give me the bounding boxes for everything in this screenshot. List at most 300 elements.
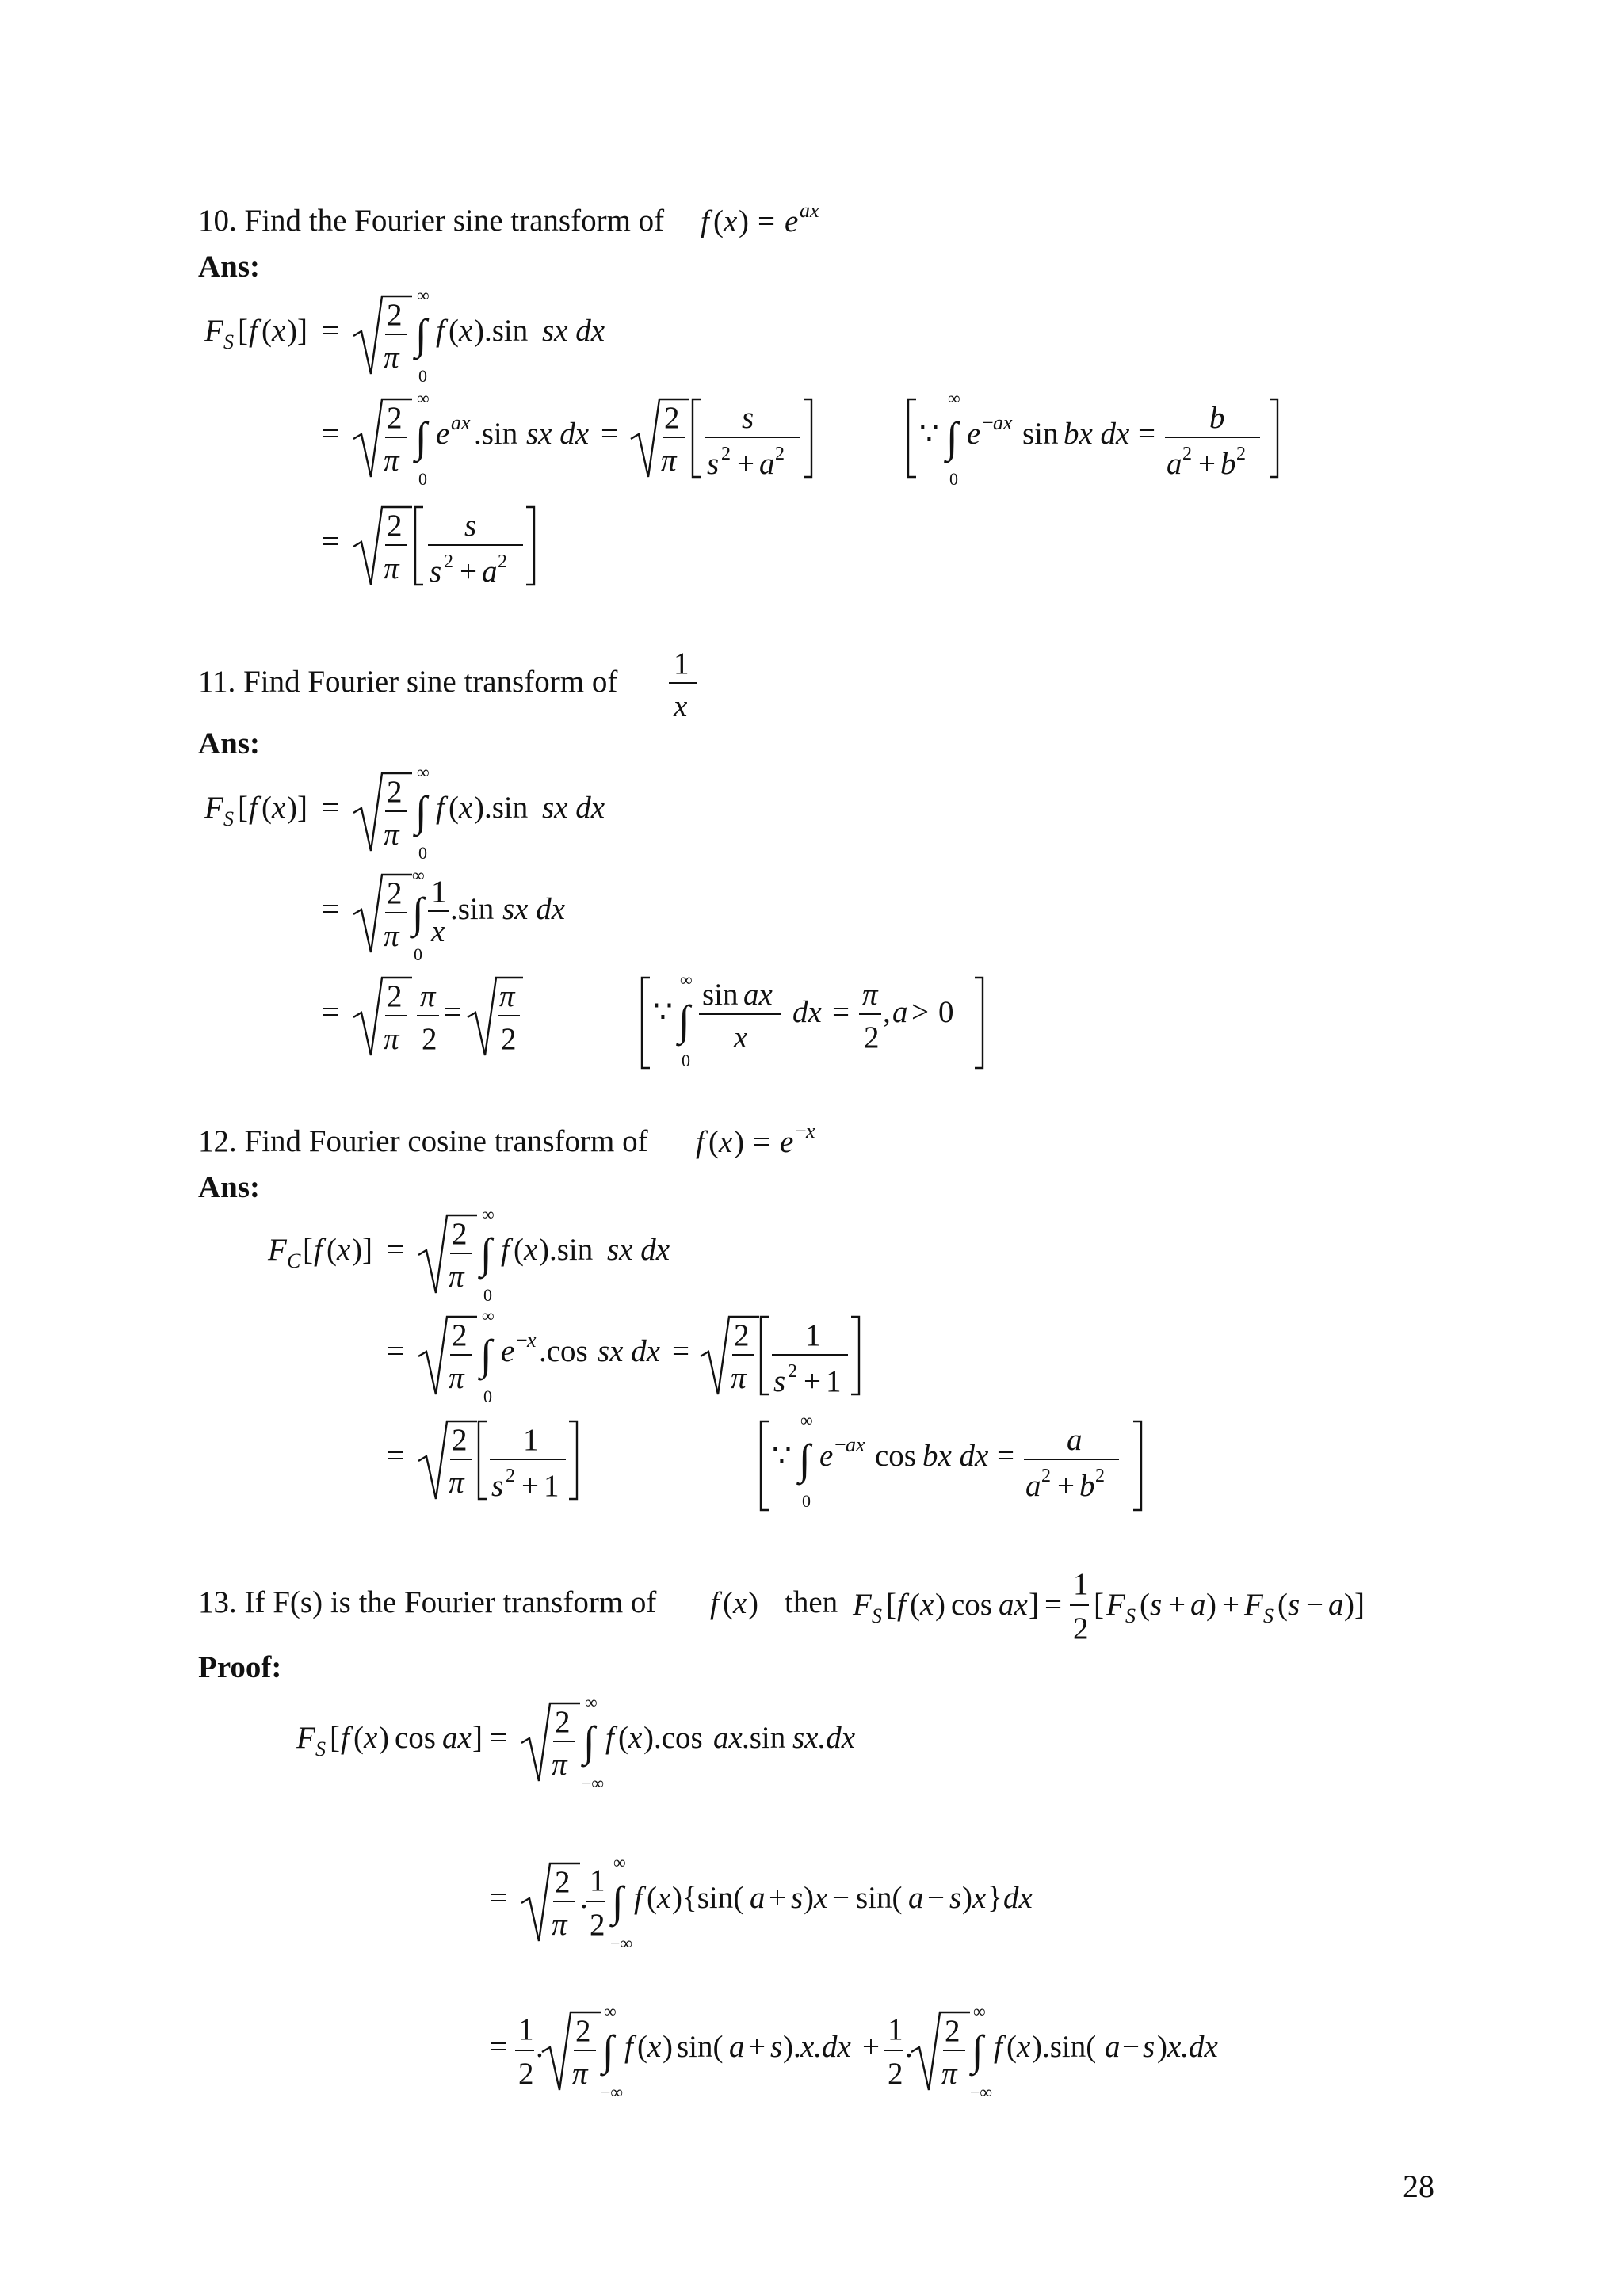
svg-text:F: F	[1106, 1588, 1125, 1622]
svg-text:a: a	[482, 555, 498, 589]
svg-text:π: π	[384, 818, 399, 852]
q10-solution-equations	[198, 285, 1292, 602]
svg-text:2: 2	[422, 1022, 437, 1056]
svg-text:f: f	[624, 2030, 633, 2064]
svg-text:2: 2	[452, 1423, 468, 1457]
svg-text:a: a	[1190, 1588, 1206, 1622]
svg-text:s: s	[464, 509, 477, 543]
svg-text:): )	[739, 204, 749, 238]
svg-text:a: a	[908, 1881, 924, 1915]
svg-text:s: s	[742, 401, 754, 435]
svg-text:){sin(: ){sin(	[672, 1881, 744, 1915]
svg-text:∞: ∞	[482, 1306, 495, 1325]
svg-text:[: [	[1094, 1588, 1104, 1622]
svg-text:−∞: −∞	[610, 1933, 633, 1953]
svg-text:f: f	[710, 1586, 719, 1620]
svg-text:f: f	[994, 2030, 1002, 2064]
svg-text:∫: ∫	[415, 788, 427, 835]
svg-text:): )	[1157, 2030, 1167, 2064]
svg-text:=: =	[322, 995, 339, 1029]
svg-text:0: 0	[418, 366, 427, 386]
svg-text:(: (	[618, 1721, 628, 1755]
svg-text:f: f	[701, 204, 709, 238]
answer-label: Ans:	[198, 1170, 261, 1204]
svg-text:f: f	[605, 1721, 614, 1755]
svg-text:π: π	[420, 979, 436, 1013]
svg-text:f: f	[696, 1125, 705, 1159]
svg-text:a: a	[729, 2030, 745, 2064]
svg-text:(: (	[449, 791, 459, 825]
svg-text:(: (	[262, 791, 272, 825]
svg-text:x: x	[628, 1721, 643, 1755]
svg-text:=: =	[444, 995, 461, 1029]
svg-text:x.dx: x.dx	[1167, 2030, 1218, 2064]
svg-text:1: 1	[805, 1318, 821, 1352]
svg-text:π: π	[661, 444, 677, 478]
svg-text:π: π	[384, 1022, 399, 1056]
svg-text:π: π	[731, 1361, 747, 1395]
q12-function-equation	[693, 1117, 851, 1165]
svg-text:0: 0	[802, 1491, 811, 1511]
svg-text:∫: ∫	[678, 997, 690, 1044]
svg-text:0: 0	[938, 995, 954, 1029]
svg-text:∫: ∫	[415, 414, 427, 461]
svg-text:(: (	[449, 314, 459, 348]
svg-text:2: 2	[945, 2014, 960, 2048]
svg-text:): )	[935, 1588, 945, 1622]
svg-text:∫: ∫	[799, 1436, 811, 1483]
svg-text:(: (	[1277, 1588, 1288, 1622]
svg-text:π: π	[552, 1748, 567, 1782]
svg-text:s: s	[770, 2030, 783, 2064]
svg-text:x: x	[364, 1721, 378, 1755]
svg-text:=: =	[1138, 417, 1155, 451]
svg-text:): )	[748, 1586, 758, 1620]
svg-text:[: [	[238, 314, 248, 348]
svg-text:∵: ∵	[772, 1439, 792, 1473]
svg-text:[: [	[886, 1588, 896, 1622]
svg-text:F: F	[204, 314, 223, 348]
svg-text:]: ]	[1029, 1588, 1039, 1622]
svg-text:x: x	[337, 1233, 351, 1267]
svg-text:∫: ∫	[480, 1230, 492, 1277]
svg-text:.cos: .cos	[539, 1334, 588, 1368]
q11-function-fraction	[666, 640, 713, 727]
svg-text:f: f	[249, 791, 258, 825]
question-number: 11.	[198, 665, 236, 699]
svg-text:.: .	[536, 2030, 544, 2064]
svg-text:−: −	[982, 411, 994, 434]
svg-text:2: 2	[387, 298, 403, 332]
svg-text:0: 0	[949, 469, 958, 489]
svg-text:2: 2	[864, 1020, 880, 1055]
svg-text:}: }	[987, 1881, 1002, 1915]
svg-text:(: (	[708, 1125, 719, 1159]
svg-text:2: 2	[590, 1908, 605, 1942]
svg-text:(: (	[713, 204, 724, 238]
svg-text:+: +	[804, 1364, 821, 1398]
svg-text:bx dx: bx dx	[1064, 417, 1130, 451]
svg-text:a: a	[1167, 447, 1182, 481]
svg-text:a: a	[1067, 1423, 1083, 1457]
svg-text:x: x	[733, 1586, 747, 1620]
q11-solution-equations	[198, 762, 1070, 1079]
question-13	[198, 1585, 656, 1620]
then-word: then	[785, 1585, 838, 1619]
svg-text:π: π	[499, 979, 515, 1013]
svg-text:)]: )]	[352, 1233, 372, 1267]
svg-text:π: π	[449, 1260, 464, 1294]
svg-text:−: −	[516, 1329, 528, 1352]
svg-text:): )	[663, 2030, 673, 2064]
svg-text:2: 2	[555, 1705, 571, 1739]
svg-text:cos: cos	[395, 1721, 436, 1755]
svg-text:s: s	[1150, 1588, 1163, 1622]
svg-text:∞: ∞	[948, 388, 960, 408]
svg-text:b: b	[1209, 401, 1225, 435]
svg-text:=: =	[758, 204, 775, 238]
svg-text:+: +	[1198, 447, 1216, 481]
svg-text:2: 2	[721, 444, 731, 464]
svg-text:x: x	[806, 1119, 815, 1142]
answer-label: Ans:	[198, 250, 261, 284]
svg-text:+: +	[1222, 1588, 1239, 1622]
question-text: Find Fourier cosine transform of	[244, 1124, 648, 1158]
svg-text:sx.dx: sx.dx	[792, 1721, 856, 1755]
svg-text:x: x	[814, 1881, 828, 1915]
svg-text:∵: ∵	[653, 995, 673, 1029]
svg-text:F: F	[204, 791, 223, 825]
svg-text:2: 2	[387, 401, 403, 435]
svg-text:−: −	[1306, 1588, 1323, 1622]
svg-text:(: (	[353, 1721, 364, 1755]
svg-text:π: π	[384, 341, 399, 375]
svg-text:2: 2	[775, 444, 785, 464]
svg-text:[: [	[303, 1233, 313, 1267]
svg-text:C: C	[287, 1249, 301, 1272]
svg-text:).sin(: ).sin(	[1032, 2030, 1097, 2064]
svg-text:x: x	[734, 1020, 748, 1055]
svg-text:0: 0	[483, 1285, 492, 1305]
answer-label: Ans:	[198, 727, 261, 761]
svg-text:f: f	[314, 1233, 323, 1267]
svg-text:e: e	[780, 1125, 794, 1159]
svg-text:π: π	[552, 1908, 567, 1942]
svg-text:−∞: −∞	[582, 1773, 605, 1793]
svg-text:x: x	[674, 689, 688, 723]
question-text: Find the Fourier sine transform of	[244, 204, 665, 238]
svg-text:=: =	[387, 1439, 404, 1473]
svg-text:+: +	[460, 555, 477, 589]
svg-text:π: π	[384, 444, 399, 478]
svg-text:(: (	[514, 1233, 524, 1267]
svg-text:sx dx: sx dx	[502, 892, 566, 926]
svg-text:[: [	[238, 791, 248, 825]
svg-text:).cos: ).cos	[643, 1721, 703, 1755]
svg-text:ax: ax	[442, 1721, 472, 1755]
svg-text:∫: ∫	[972, 2027, 983, 2074]
svg-text:a: a	[1025, 1469, 1041, 1503]
svg-text:e: e	[819, 1439, 834, 1473]
svg-text:sx dx: sx dx	[542, 314, 605, 348]
svg-text:=: =	[387, 1334, 404, 1368]
svg-text:x: x	[657, 1881, 671, 1915]
proof-label: Proof:	[198, 1650, 282, 1684]
q13-function	[705, 1578, 792, 1626]
svg-text:cos: cos	[875, 1439, 916, 1473]
svg-text:x: x	[459, 314, 473, 348]
svg-text:=: =	[832, 995, 850, 1029]
svg-text:S: S	[223, 330, 234, 353]
svg-text:.sin: .sin	[742, 1721, 786, 1755]
svg-text:(: (	[327, 1233, 337, 1267]
svg-text:−∞: −∞	[970, 2082, 993, 2102]
svg-text:f: f	[341, 1721, 349, 1755]
svg-text:.sin: .sin	[450, 892, 495, 926]
svg-text:∞: ∞	[680, 970, 693, 990]
svg-text:2: 2	[501, 1022, 517, 1056]
svg-text:1: 1	[431, 875, 447, 909]
svg-text:1: 1	[544, 1469, 559, 1503]
svg-text:∞: ∞	[482, 1204, 495, 1224]
svg-text:−: −	[1122, 2030, 1140, 2064]
svg-text:2: 2	[664, 401, 680, 435]
svg-text:2: 2	[1041, 1466, 1051, 1486]
svg-text:s: s	[1288, 1588, 1300, 1622]
svg-text:s: s	[491, 1469, 504, 1503]
svg-text:2: 2	[1236, 444, 1246, 464]
svg-text:f: f	[501, 1233, 510, 1267]
svg-text:(: (	[637, 2030, 647, 2064]
svg-text:∞: ∞	[417, 388, 430, 408]
svg-text:sin(: sin(	[856, 1881, 903, 1915]
svg-text:s: s	[949, 1881, 962, 1915]
svg-text:1: 1	[1073, 1567, 1089, 1601]
svg-text:a: a	[1328, 1588, 1344, 1622]
svg-text:e: e	[785, 204, 799, 238]
question-11	[198, 664, 617, 700]
svg-text:−: −	[927, 1881, 945, 1915]
svg-text:2: 2	[1182, 444, 1192, 464]
svg-text:.sin: .sin	[474, 417, 518, 451]
svg-text:x: x	[524, 1233, 538, 1267]
svg-text:=: =	[322, 791, 339, 825]
svg-text:=: =	[997, 1439, 1014, 1473]
q13-statement-equation	[848, 1556, 1419, 1651]
svg-text:∫: ∫	[412, 889, 424, 936]
svg-text:x: x	[527, 1329, 537, 1352]
svg-text:[: [	[330, 1721, 340, 1755]
svg-text:x: x	[1017, 2030, 1031, 2064]
svg-text:,: ,	[883, 995, 891, 1029]
svg-text:=: =	[753, 1125, 770, 1159]
svg-text:∞: ∞	[973, 2001, 986, 2021]
svg-text:>: >	[911, 995, 929, 1029]
svg-text:1: 1	[888, 2012, 903, 2046]
question-number: 13.	[198, 1585, 237, 1619]
svg-text:=: =	[490, 1721, 507, 1755]
svg-text:∫: ∫	[480, 1331, 492, 1379]
svg-text:π: π	[449, 1361, 464, 1395]
svg-text:x.dx: x.dx	[800, 2030, 851, 2064]
svg-text:(: (	[647, 1881, 657, 1915]
svg-text:π: π	[941, 2057, 957, 2091]
q12-solution-equations	[262, 1204, 1212, 1521]
q13-proof-equations	[293, 1688, 1165, 2115]
svg-text:)]: )]	[287, 791, 307, 825]
svg-text:S: S	[872, 1604, 882, 1627]
svg-text:S: S	[1263, 1604, 1274, 1627]
svg-text:).: ).	[783, 2030, 801, 2064]
svg-text:s: s	[773, 1364, 786, 1398]
svg-text:2: 2	[1073, 1611, 1089, 1646]
svg-text:a: a	[1105, 2030, 1121, 2064]
svg-text:(: (	[723, 1586, 733, 1620]
svg-text:]: ]	[472, 1721, 483, 1755]
question-10	[198, 203, 664, 238]
svg-text:−∞: −∞	[601, 2082, 624, 2102]
svg-text:a: a	[759, 447, 775, 481]
svg-text:+: +	[1168, 1588, 1186, 1622]
svg-text:e: e	[436, 417, 450, 451]
page-number: 28	[1403, 2168, 1434, 2204]
svg-text:π: π	[384, 919, 399, 953]
svg-text:f: f	[897, 1588, 906, 1622]
svg-text:π: π	[449, 1466, 464, 1500]
svg-text:ax: ax	[846, 1433, 865, 1456]
svg-text:e: e	[501, 1334, 515, 1368]
svg-text:sin: sin	[1022, 417, 1059, 451]
svg-text:2: 2	[555, 1865, 571, 1899]
svg-text:ax: ax	[713, 1721, 743, 1755]
svg-text:=: =	[490, 1881, 507, 1915]
svg-text:).sin: ).sin	[474, 314, 529, 348]
svg-text:s: s	[791, 1881, 804, 1915]
svg-text:x: x	[272, 791, 286, 825]
svg-text:F: F	[296, 1721, 315, 1755]
svg-text:F: F	[268, 1233, 287, 1267]
question-text: If F(s) is the Fourier transform of	[244, 1585, 657, 1619]
svg-text:+: +	[1057, 1469, 1075, 1503]
svg-text:0: 0	[483, 1386, 492, 1406]
svg-text:2: 2	[506, 1466, 515, 1486]
svg-text:)]: )]	[287, 314, 307, 348]
svg-text:)]: )]	[1344, 1588, 1365, 1622]
svg-text:): )	[1206, 1588, 1216, 1622]
svg-text:1: 1	[590, 1863, 605, 1897]
svg-text:2: 2	[888, 2057, 903, 2091]
svg-text:f: f	[436, 791, 445, 825]
svg-text:0: 0	[682, 1051, 690, 1070]
svg-text:bx dx: bx dx	[922, 1439, 989, 1473]
svg-text:.: .	[580, 1881, 588, 1915]
svg-text:sin(: sin(	[677, 2030, 724, 2064]
svg-text:x: x	[647, 2030, 662, 2064]
q13-proof-line3-tail	[1157, 2028, 1268, 2076]
svg-text:0: 0	[418, 843, 427, 863]
svg-text:ax: ax	[993, 411, 1013, 434]
svg-text:2: 2	[1095, 1466, 1105, 1486]
svg-text:cos: cos	[951, 1588, 992, 1622]
svg-text:S: S	[315, 1737, 326, 1760]
svg-text:+: +	[769, 1881, 786, 1915]
svg-text:∵: ∵	[919, 417, 939, 451]
svg-text:a: a	[892, 995, 908, 1029]
svg-text:2: 2	[444, 551, 453, 572]
svg-text:1: 1	[523, 1423, 539, 1457]
svg-text:∫: ∫	[946, 414, 958, 461]
svg-text:x: x	[719, 1125, 733, 1159]
svg-text:=: =	[490, 2030, 507, 2064]
svg-text:=: =	[322, 417, 339, 451]
svg-text:2: 2	[575, 2014, 591, 2048]
svg-text:=: =	[322, 524, 339, 559]
svg-text:0: 0	[414, 944, 422, 964]
svg-text:∞: ∞	[800, 1410, 813, 1430]
svg-text:f: f	[249, 314, 258, 348]
svg-text:x: x	[431, 914, 445, 948]
svg-text:(: (	[1006, 2030, 1017, 2064]
svg-text:b: b	[1220, 447, 1236, 481]
svg-text:∞: ∞	[412, 865, 425, 885]
svg-text:.: .	[905, 2030, 913, 2064]
svg-text:2: 2	[387, 509, 403, 543]
svg-text:=: =	[601, 417, 618, 451]
svg-text:sx dx: sx dx	[598, 1334, 661, 1368]
svg-text:−: −	[834, 1433, 846, 1456]
svg-text:∫: ∫	[612, 1878, 624, 1925]
svg-text:(: (	[262, 314, 272, 348]
svg-text:∫: ∫	[602, 2027, 614, 2074]
svg-text:s: s	[707, 447, 720, 481]
question-number: 12.	[198, 1124, 237, 1158]
svg-text:dx: dx	[1003, 1881, 1033, 1915]
svg-text:=: =	[1044, 1588, 1062, 1622]
svg-text:f: f	[634, 1881, 643, 1915]
svg-text:−: −	[832, 1881, 850, 1915]
svg-text:e: e	[967, 417, 981, 451]
svg-text:(: (	[1140, 1588, 1150, 1622]
svg-text:0: 0	[418, 469, 427, 489]
svg-text:sx dx: sx dx	[542, 791, 605, 825]
svg-text:F: F	[1244, 1588, 1263, 1622]
svg-text:2: 2	[387, 775, 403, 809]
svg-text:+: +	[748, 2030, 766, 2064]
svg-text:).sin: ).sin	[474, 791, 529, 825]
svg-text:π: π	[572, 2057, 588, 2091]
svg-text:): )	[804, 1881, 814, 1915]
svg-text:S: S	[223, 807, 234, 830]
svg-text:1: 1	[518, 2012, 534, 2046]
svg-text:ax: ax	[800, 199, 819, 222]
svg-text:b: b	[1079, 1469, 1095, 1503]
svg-text:2: 2	[387, 979, 403, 1013]
svg-text:F: F	[853, 1588, 872, 1622]
svg-text:+: +	[862, 2030, 880, 2064]
svg-text:sx dx: sx dx	[607, 1233, 670, 1267]
svg-text:+: +	[521, 1469, 539, 1503]
svg-text:).sin: ).sin	[539, 1233, 594, 1267]
svg-text:2: 2	[788, 1361, 797, 1382]
svg-text:=: =	[672, 1334, 689, 1368]
svg-text:1: 1	[674, 646, 689, 681]
svg-text:∞: ∞	[417, 285, 430, 305]
svg-text:2: 2	[452, 1318, 468, 1352]
svg-text:x: x	[459, 791, 473, 825]
svg-text:): )	[734, 1125, 744, 1159]
svg-text:2: 2	[387, 876, 403, 910]
question-text: Find Fourier sine transform of	[243, 665, 618, 699]
